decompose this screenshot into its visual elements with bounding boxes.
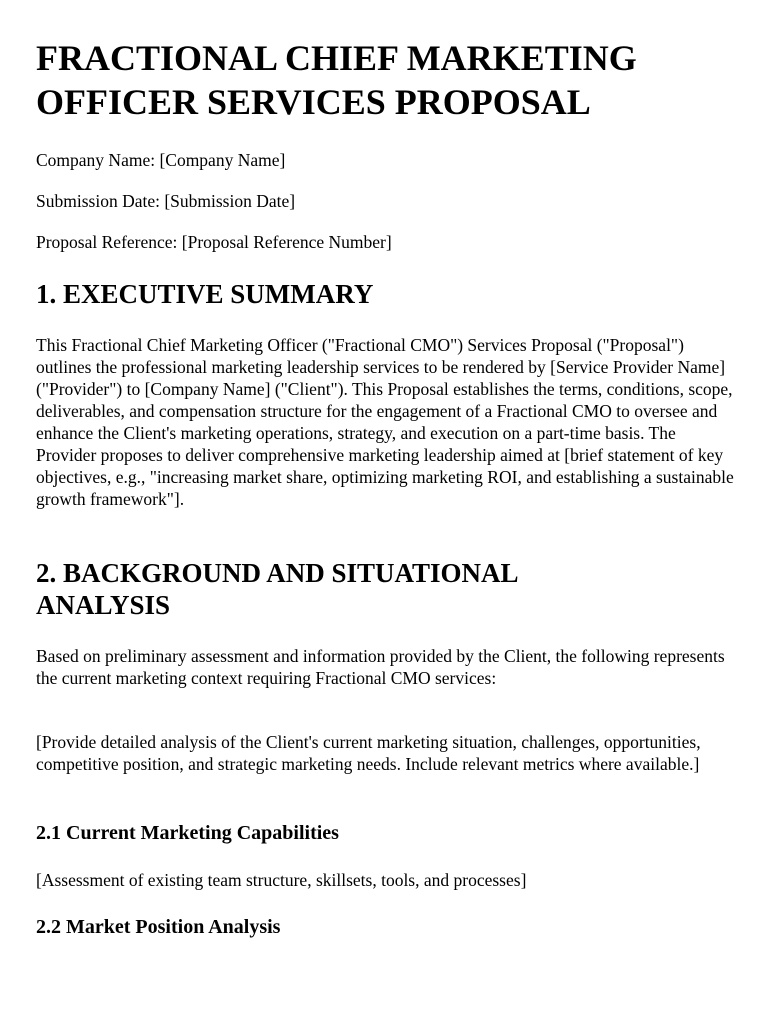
- section-heading-background-line-1: 2. BACKGROUND AND SITUATIONAL: [36, 558, 519, 588]
- company-name-line: Company Name: [Company Name]: [36, 150, 286, 170]
- background-paragraph-intro: Based on preliminary assessment and information provided by the Client, the following represents the current marketing context requiring Fractional CMO services:: [36, 646, 725, 688]
- proposal-reference-line: Proposal Reference: [Proposal Reference Number]: [36, 232, 392, 252]
- section-heading-background: [36, 557, 736, 621]
- document-title-line-1: FRACTIONAL CHIEF MARKETING: [36, 38, 637, 78]
- executive-summary-paragraph: This Fractional Chief Marketing Officer ("Fractional CMO") Services Proposal ("Proposal") outlines the professional marketing leadership services to be rendered by [Service Provider Name] ("Provider") to [Company Name] ("Client"). This Proposal establishes the terms, conditions, scope, deliverables, and compensation structure for the engagement of a Fractional CMO to oversee and enhance the Client's marketing operations, strategy, and execution on a part-time basis. The Provider proposes to deliver comprehensive marketing leadership aimed at [brief statement of key objectives, e.g., "increasing market share, optimizing marketing ROI, and establishing a sustainable growth framework"].: [36, 335, 734, 509]
- section-heading-background-line-2: ANALYSIS: [36, 590, 171, 620]
- document-title-line-2: OFFICER SERVICES PROPOSAL: [36, 82, 591, 122]
- current-capabilities-paragraph: [Assessment of existing team structure, skillsets, tools, and processes]: [36, 870, 527, 890]
- document-title: [36, 36, 736, 124]
- subsection-heading-market-position: 2.2 Market Position Analysis: [36, 916, 281, 938]
- submission-date-line: Submission Date: [Submission Date]: [36, 191, 296, 211]
- background-paragraph-analysis: [Provide detailed analysis of the Client's current marketing situation, challenges, opportunities, competitive position, and strategic marketing needs. Include relevant metrics where available.]: [36, 732, 701, 774]
- section-heading-executive-summary: 1. EXECUTIVE SUMMARY: [36, 279, 374, 309]
- subsection-heading-current-capabilities: 2.1 Current Marketing Capabilities: [36, 822, 339, 844]
